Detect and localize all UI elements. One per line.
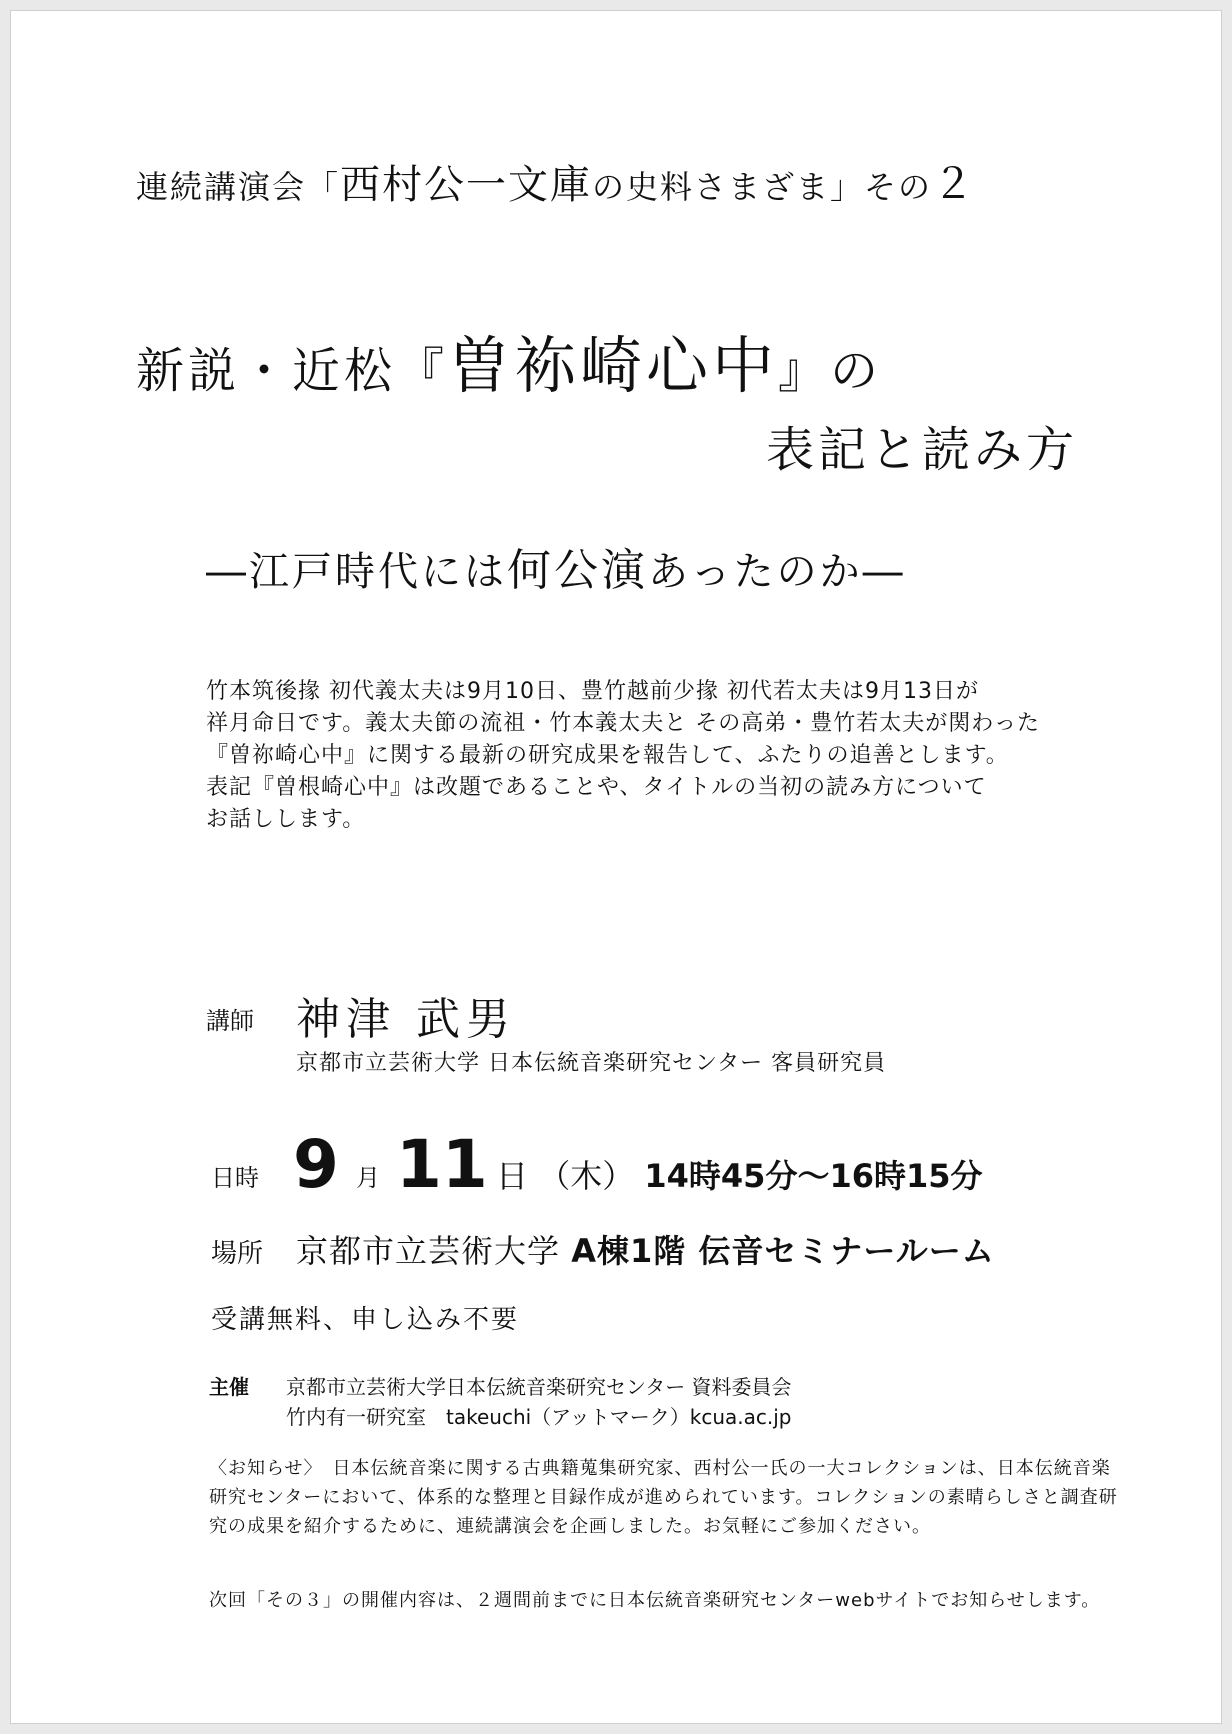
place-value [296, 1226, 995, 1272]
lecturer-label: 講師 [206, 1007, 254, 1035]
description [206, 676, 1040, 836]
subtitle-prefix: ―江戸時代には [206, 549, 507, 595]
subtitle-emph: 何公演 [507, 545, 648, 596]
organizer-label: 主催 [209, 1375, 249, 1399]
notice-paragraph: 〈お知らせ〉 日本伝統音楽に関する古典籍蒐集研究家、西村公一氏の一大コレクションは、日本伝統音楽研究センターにおいて、体系的な整理と目録作成が進められています。コレクションの素晴らしさと調査研究の成果を紹介するために、連続講演会を企画しました。お気軽にご参加ください。 [209, 1458, 1118, 1537]
series-title [136, 151, 976, 211]
date-time: 14時45分～16時15分 [644, 1157, 983, 1195]
description-line: 表記『曽根崎心中』は改題であることや、タイトルの当初の読み方について [206, 775, 987, 800]
subtitle [206, 534, 906, 598]
lecturer-affiliation: 京都市立芸術大学 日本伝統音楽研究センター 客員研究員 [296, 1051, 887, 1076]
main-title-line1 [136, 316, 882, 405]
place-room: A棟1階 伝音セミナールーム [571, 1232, 995, 1270]
description-line: お話しします。 [206, 807, 366, 832]
place-label: 場所 [211, 1239, 264, 1269]
date-day: 11 [396, 1126, 488, 1203]
date-weekday: （木） [538, 1157, 635, 1195]
description-line: 『曽祢崎心中』に関する最新の研究成果を報告して、ふたりの追善とします。 [206, 743, 1009, 768]
organizer-line2: 竹内有一研究室 takeuchi（アットマーク）kcua.ac.jp [286, 1405, 792, 1429]
date-month: 9 [293, 1126, 339, 1203]
description-line: 竹本筑後掾 初代義太夫は9月10日、豊竹越前少掾 初代若太夫は9月13日が [206, 679, 979, 704]
organizer-line1: 京都市立芸術大学日本伝統音楽研究センター 資料委員会 [286, 1375, 792, 1399]
subtitle-suffix: あったのか― [648, 549, 906, 595]
next-event-notice: 次回「その３」の開催内容は、２週間前までに日本伝統音楽研究センターwebサイトでお知らせします。 [209, 1590, 1101, 1611]
date-time-row [496, 1151, 983, 1197]
admission-note: 受講無料、申し込み不要 [211, 1305, 520, 1335]
flyer-page [10, 10, 1222, 1724]
main-title-line2: 表記と読み方 [766, 422, 1079, 478]
lecturer-name: 神津 武男 [296, 994, 516, 1045]
title-emph: 曽袮崎心中 [448, 329, 779, 402]
series-number: ２ [932, 159, 977, 208]
series-prefix: 連続講演会「 [136, 168, 341, 206]
date-day-unit: 日 [496, 1157, 529, 1195]
title-suffix: 』の [778, 343, 883, 399]
title-prefix: 新説・近松『 [136, 343, 449, 399]
series-suffix: の史料さまざま」その [592, 168, 933, 206]
place-venue: 京都市立芸術大学 [296, 1232, 561, 1270]
date-month-unit: 月 [356, 1164, 380, 1192]
series-emph: 西村公一文庫 [340, 162, 593, 208]
description-line: 祥月命日です。義太夫節の流祖・竹本義太夫と その高弟・豊竹若太夫が関わった [206, 711, 1041, 736]
date-label: 日時 [211, 1164, 259, 1192]
